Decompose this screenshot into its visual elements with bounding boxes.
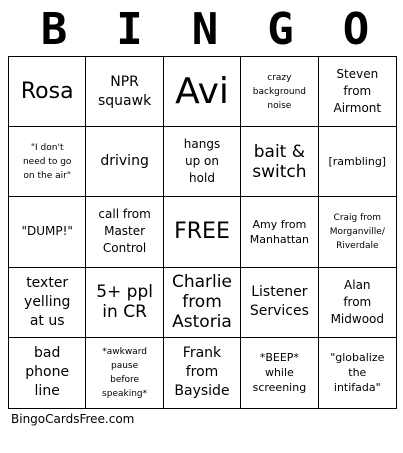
- bingo-cell[interactable]: [86, 197, 163, 267]
- bingo-cell-text: *awkward pause before speaking*: [102, 346, 148, 399]
- bingo-cell[interactable]: [241, 197, 318, 267]
- bingo-cell-text: Amy from Manhattan: [249, 217, 310, 246]
- bingo-cell[interactable]: [86, 268, 163, 338]
- bingo-cell[interactable]: [241, 268, 318, 338]
- bingo-cell-text: bait & switch: [252, 141, 307, 182]
- bingo-cell[interactable]: [319, 57, 396, 127]
- bingo-cell-text: "globalize the intifada": [330, 351, 385, 395]
- bingo-cell[interactable]: [164, 197, 241, 267]
- bingo-cell-text: "I don't need to go on the air": [22, 142, 72, 181]
- bingo-cell[interactable]: [86, 127, 163, 197]
- bingo-cell[interactable]: [319, 127, 396, 197]
- bingo-cell[interactable]: [164, 57, 241, 127]
- bingo-cell-text: Alan from Midwood: [330, 277, 384, 326]
- bingo-cell[interactable]: [164, 268, 241, 338]
- bingo-cell-text: Craig from Morganville/ Riverdale: [329, 212, 385, 251]
- bingo-title: [8, 4, 398, 54]
- bingo-cell[interactable]: [319, 338, 396, 408]
- bingo-cell-text: Steven from Airmont: [333, 67, 382, 116]
- bingo-cell[interactable]: [9, 197, 86, 267]
- bingo-cell-text: Charlie from Astoria: [172, 272, 232, 333]
- bingo-grid: [8, 56, 397, 409]
- title-letter-b: B: [40, 4, 68, 55]
- bingo-cell-text: driving: [100, 153, 149, 170]
- bingo-cell-text: Avi: [175, 70, 229, 112]
- bingo-cell[interactable]: [86, 57, 163, 127]
- bingo-cell-text: hangs up on hold: [183, 137, 221, 186]
- bingo-cell-text: call from Master Control: [98, 207, 151, 256]
- bingo-cell-text: "DUMP!": [21, 224, 73, 239]
- bingo-cell[interactable]: [9, 268, 86, 338]
- bingo-cell[interactable]: [9, 338, 86, 408]
- bingo-cell-text: texter yelling at us: [24, 274, 71, 329]
- bingo-cell-text: crazy background noise: [252, 72, 306, 111]
- bingo-cell-text: Rosa: [20, 78, 74, 104]
- bingo-cell-text: NPR squawk: [97, 73, 152, 109]
- title-letter-i: I: [116, 4, 143, 55]
- bingo-cell[interactable]: [164, 338, 241, 408]
- bingo-cell-text: Listener Services: [249, 284, 309, 320]
- footer-site-name: BingoCardsFree.com: [11, 412, 135, 426]
- title-letter-o: O: [342, 4, 370, 55]
- bingo-cell-text: [rambling]: [328, 155, 387, 169]
- title-letter-n: N: [191, 4, 219, 55]
- bingo-cell[interactable]: [319, 197, 396, 267]
- title-letter-g: G: [267, 4, 294, 55]
- bingo-cell[interactable]: [241, 338, 318, 408]
- bingo-cell[interactable]: [241, 57, 318, 127]
- bingo-cell[interactable]: [241, 127, 318, 197]
- bingo-cell[interactable]: [9, 57, 86, 127]
- bingo-cell-text: 5+ ppl in CR: [96, 282, 153, 323]
- bingo-cell[interactable]: [86, 338, 163, 408]
- bingo-cell[interactable]: [319, 268, 396, 338]
- bingo-cell[interactable]: [9, 127, 86, 197]
- bingo-cell-text: Frank from Bayside: [174, 345, 230, 400]
- bingo-cell[interactable]: [164, 127, 241, 197]
- bingo-cell-text: bad phone line: [25, 345, 70, 400]
- bingo-cell-text: FREE: [174, 218, 230, 244]
- bingo-cell-text: *BEEP* while screening: [252, 351, 307, 395]
